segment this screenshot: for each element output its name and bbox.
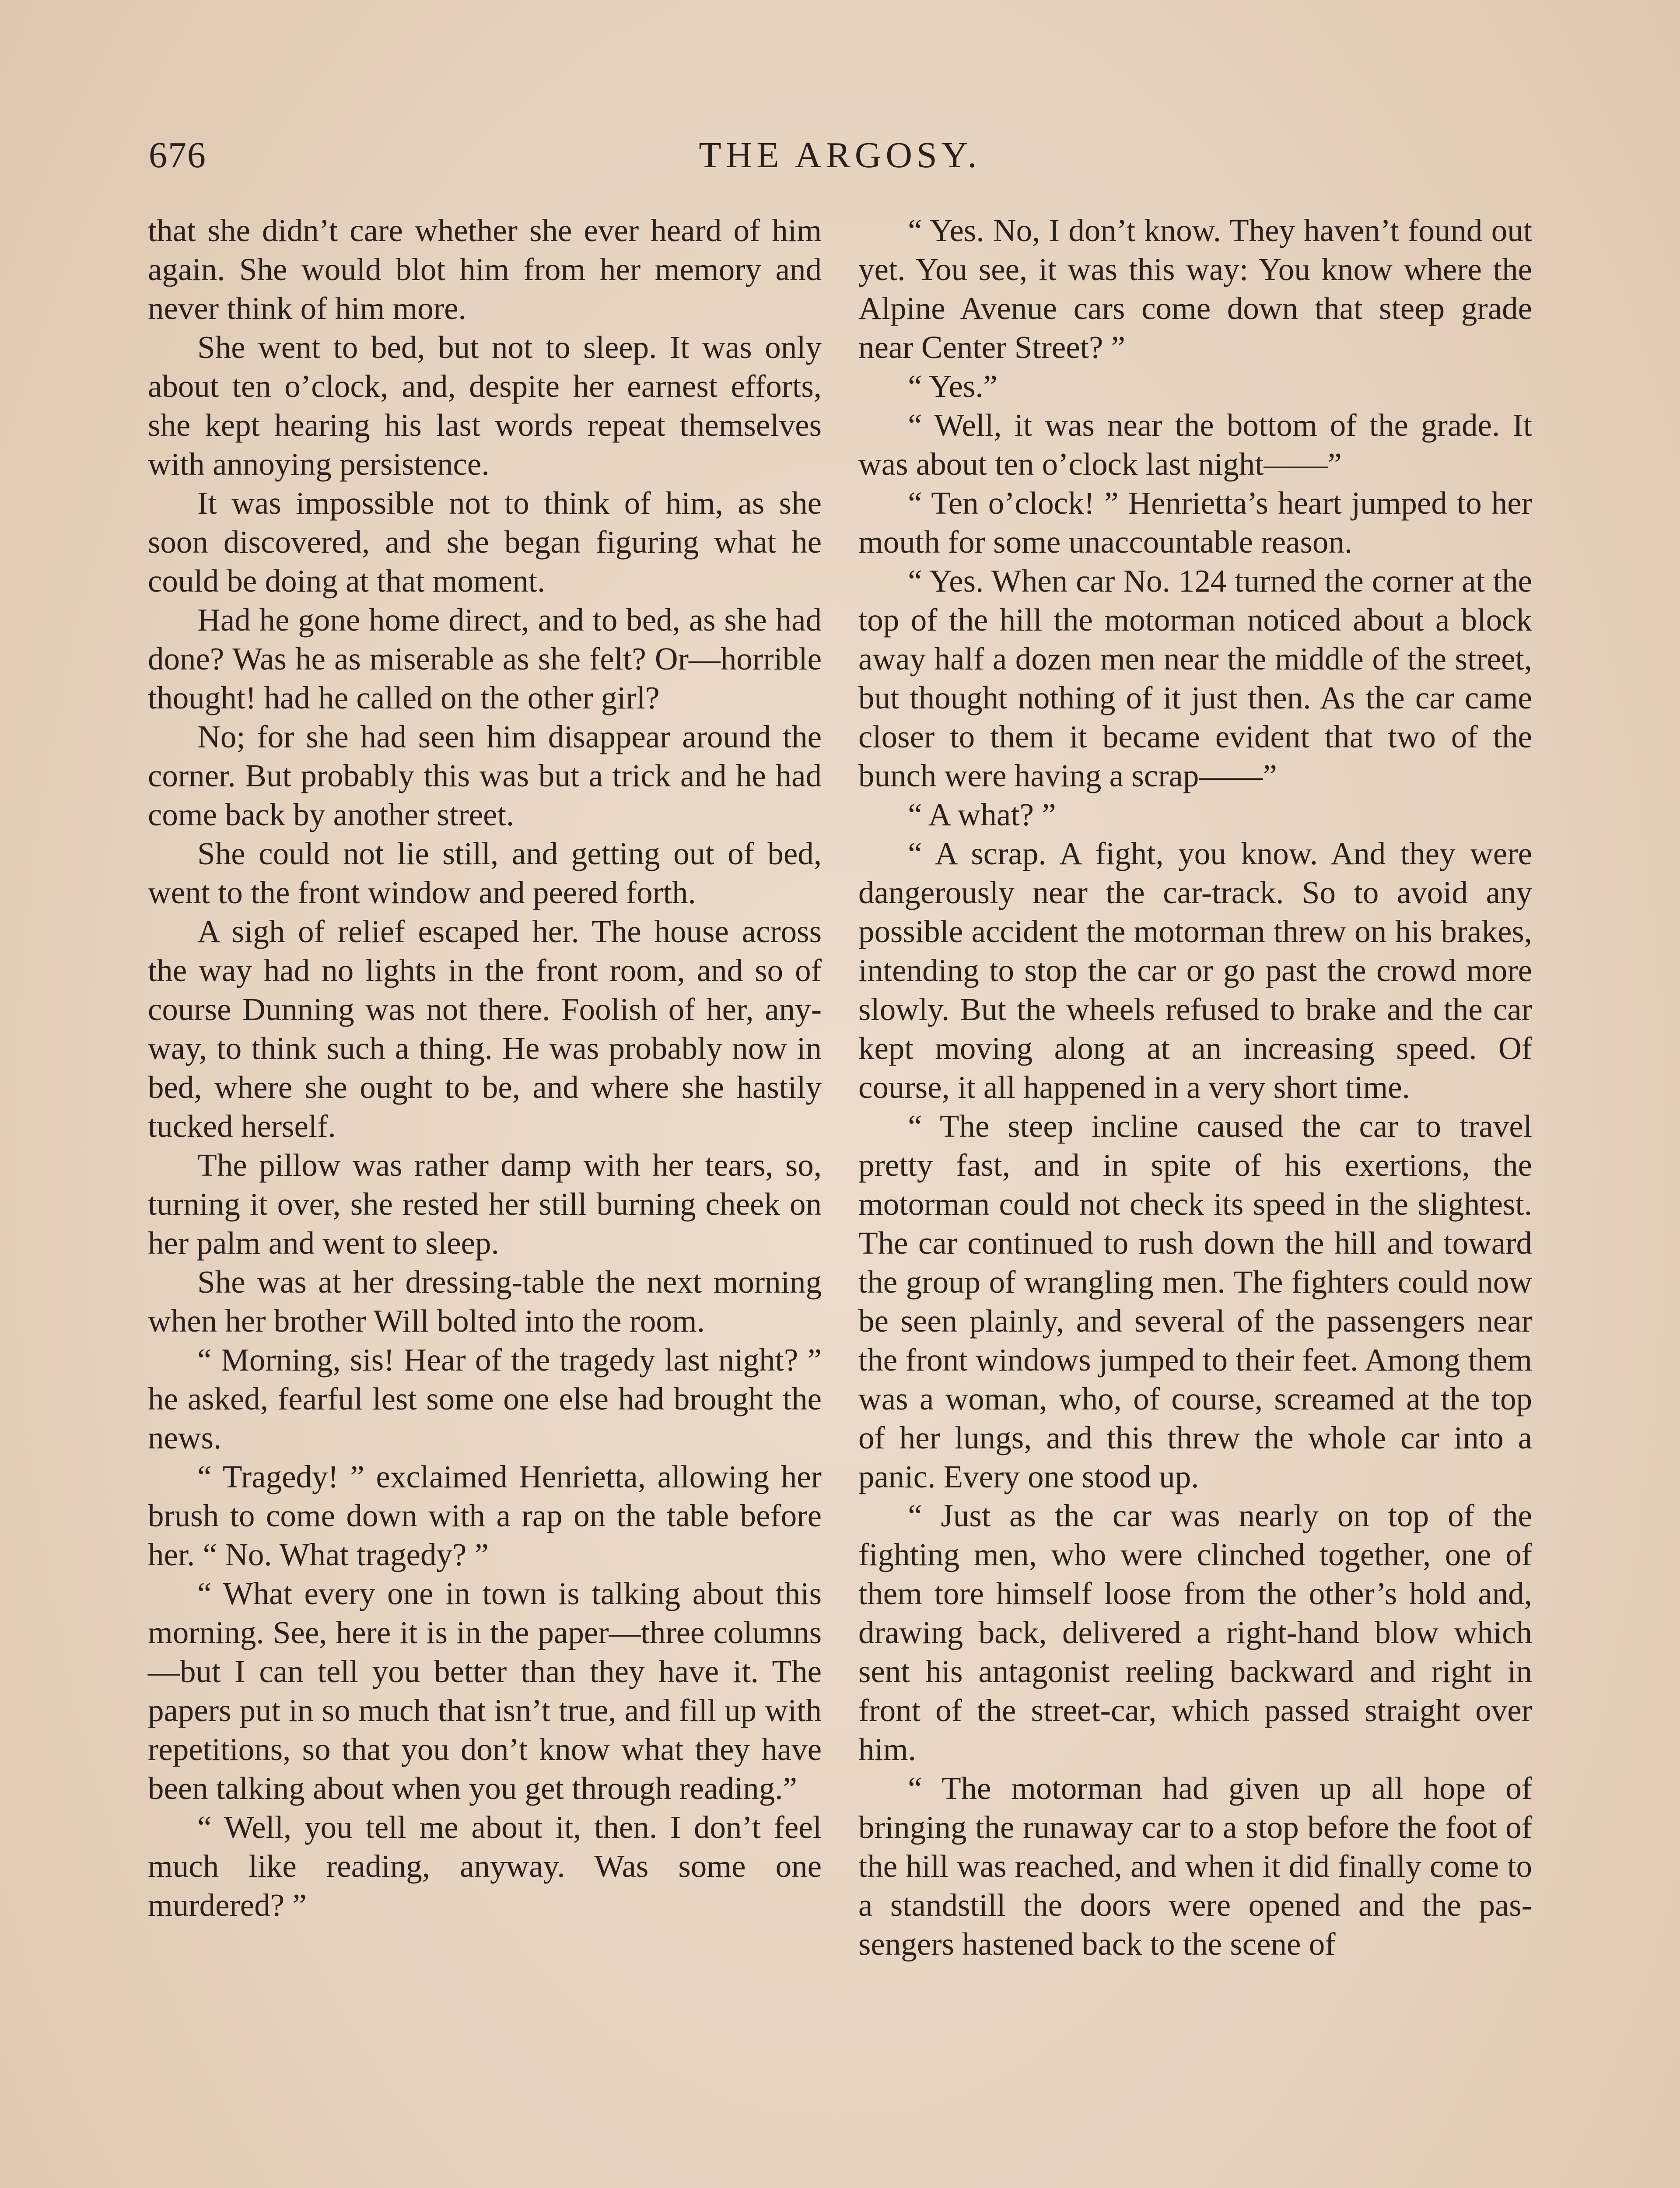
paragraph: “ Well, it was near the bottom of the grade. It was about ten o’clock last night——” — [858, 407, 1532, 482]
paragraph: “ Morning, sis! Hear of the tragedy last night? ” he asked, fearful lest some one else had brought the news. — [148, 1342, 822, 1455]
paragraph: “ A scrap. A fight, you know. And they were dangerously near the car-track. So to avoid any possible accident the motorman threw on his brakes, intending to stop the car or go past the crowd more slowly. But the wheels refused to brake and the car kept moving along at an increasing speed. Of course, it all happened in a very short time. — [858, 836, 1532, 1105]
paragraph: “ Yes.” — [908, 368, 998, 404]
magazine-title: THE ARGOSY. — [699, 135, 981, 175]
paragraph: She went to bed, but not to sleep. It was only about ten o’clock, and, despite her earnest efforts, she kept hearing his last words repeat themselves with annoying persistence. — [148, 330, 822, 482]
paragraph: She could not lie still, and getting out of bed, went to the front window and peered forth. — [148, 836, 822, 910]
left-column — [148, 211, 822, 1925]
paragraph: “ Yes. No, I don’t know. They haven’t found out yet. You see, it was this way: You know where the Alpine Avenue cars come down that steep grade near Center Street? ” — [858, 213, 1532, 365]
paragraph: “ Tragedy! ” exclaimed Henrietta, allowing her brush to come down with a rap on the table before her. “ No. What tragedy? ” — [148, 1459, 822, 1572]
paragraph: “ Yes. When car No. 124 turned the corner at the top of the hill the motorman noticed about a block away half a dozen men near the middle of the street, but thought nothing of it just then. As the car came closer to them it became evident that two of the bunch were having a scrap——” — [858, 563, 1532, 793]
paragraph: “ What every one in town is talking about this morning. See, here it is in the paper—three columns—but I can tell you better than they have it. The papers put in so much that isn’t true, and fill up with repetitions, so that you don’t know what they have been talking about when you get through reading.” — [148, 1576, 822, 1806]
paragraph: Had he gone home direct, and to bed, as she had done? Was he as miserable as she felt? Or—horrible thought! had he called on the other girl? — [148, 602, 822, 715]
paragraph: The pillow was rather damp with her tears, so, turning it over, she rested her still burning cheek on her palm and went to sleep. — [148, 1147, 822, 1261]
paragraph: “ Ten o’clock! ” Henrietta’s heart jumped to her mouth for some unaccountable reason. — [858, 485, 1532, 560]
paragraph: “ Just as the car was nearly on top of the fighting men, who were clinched together, one of them tore himself loose from the other’s hold and, drawing back, delivered a right-hand blow which sent his antagonist reeling backward and right in front of the street-car, which passed straight over him. — [858, 1498, 1532, 1767]
paragraph: A sigh of relief escaped her. The house across the way had no lights in the front room, and so of course Dunning was not there. Foolish of her, anyway, to think such a thing. He was probably now in bed, where she ought to be, and where she hastily tucked herself. — [148, 914, 822, 1144]
paragraph: No; for she had seen him disappear around the corner. But probably this was but a trick and he had come back by another street. — [148, 719, 822, 832]
paragraph: that she didn’t care whether she ever heard of him again. She would blot him from her memory and never think of him more. — [148, 213, 822, 326]
right-column — [858, 211, 1532, 1964]
paragraph: “ A what? ” — [908, 797, 1056, 832]
page-number: 676 — [149, 135, 206, 175]
paragraph: She was at her dressing-table the next morning when her brother Will bolted into the room. — [148, 1264, 822, 1339]
paragraph: It was impossible not to think of him, as she soon discovered, and she began figuring what he could be doing at that moment. — [148, 485, 822, 599]
page-header — [149, 131, 1531, 179]
paragraph: “ The motorman had given up all hope of bringing the runaway car to a stop before the foot of the hill was reached, and when it did finally come to a standstill the doors were opened and the passengers hastened back to the scene of — [858, 1771, 1532, 1962]
paragraph: “ The steep incline caused the car to travel pretty fast, and in spite of his exertions, the motorman could not check its speed in the slightest. The car continued to rush down the hill and toward the group of wrangling men. The fighters could now be seen plainly, and several of the passengers near the front windows jumped to their feet. Among them was a woman, who, of course, screamed at the top of her lungs, and this threw the whole car into a panic. Every one stood up. — [858, 1108, 1532, 1494]
paragraph: “ Well, you tell me about it, then. I don’t feel much like reading, anyway. Was some one murdered? ” — [148, 1809, 822, 1923]
